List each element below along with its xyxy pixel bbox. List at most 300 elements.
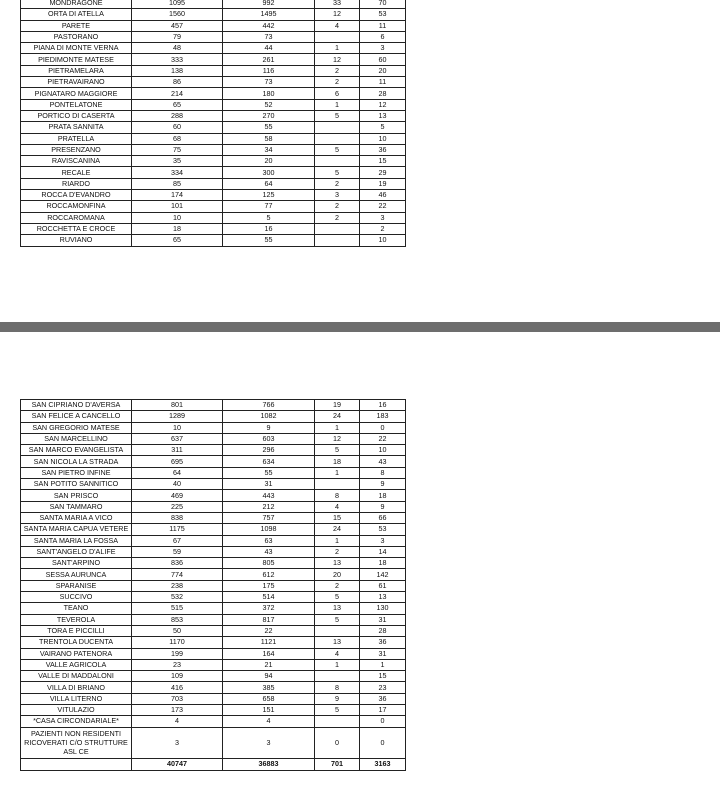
table-cell: 77 xyxy=(223,201,315,212)
table-cell: PRATA SANNITA xyxy=(21,122,132,133)
table-cell: 36 xyxy=(360,693,406,704)
table-cell: 5 xyxy=(315,110,360,121)
table-cell: 64 xyxy=(223,178,315,189)
table-cell: 36883 xyxy=(223,758,315,770)
table-2-footer xyxy=(21,727,406,770)
table-cell: 1082 xyxy=(223,411,315,422)
table-row xyxy=(21,201,406,212)
table-cell: 836 xyxy=(132,558,223,569)
table-cell: 59 xyxy=(132,546,223,557)
document-page-2 xyxy=(0,332,720,800)
table-cell: 44 xyxy=(223,43,315,54)
table-cell: 1 xyxy=(315,535,360,546)
table-row xyxy=(21,558,406,569)
table-cell: 13 xyxy=(360,592,406,603)
table-cell: PIANA DI MONTE VERNA xyxy=(21,43,132,54)
table-cell: TRENTOLA DUCENTA xyxy=(21,637,132,648)
table-row xyxy=(21,671,406,682)
table-cell: 296 xyxy=(223,445,315,456)
table-cell xyxy=(315,223,360,234)
totals-row xyxy=(21,758,406,770)
table-cell: 183 xyxy=(360,411,406,422)
table-cell: 138 xyxy=(132,65,223,76)
table-row xyxy=(21,705,406,716)
table-cell: 94 xyxy=(223,671,315,682)
table-cell: 36 xyxy=(360,144,406,155)
table-cell: 175 xyxy=(223,580,315,591)
table-row xyxy=(21,400,406,411)
table-cell: 60 xyxy=(132,122,223,133)
table-cell: 3163 xyxy=(360,758,406,770)
table-cell: 109 xyxy=(132,671,223,682)
table-cell: 311 xyxy=(132,445,223,456)
table-cell: ROCCA D'EVANDRO xyxy=(21,190,132,201)
table-row xyxy=(21,167,406,178)
table-row xyxy=(21,9,406,20)
table-cell: 442 xyxy=(223,20,315,31)
table-cell xyxy=(315,479,360,490)
table-cell: 70 xyxy=(360,0,406,9)
table-cell: 443 xyxy=(223,490,315,501)
table-cell: 212 xyxy=(223,501,315,512)
table-cell: 174 xyxy=(132,190,223,201)
table-cell: 31 xyxy=(360,648,406,659)
table-cell: 757 xyxy=(223,512,315,523)
table-cell: 514 xyxy=(223,592,315,603)
table-cell: 10 xyxy=(132,422,223,433)
table-row xyxy=(21,110,406,121)
table-row xyxy=(21,535,406,546)
table-cell xyxy=(315,133,360,144)
table-cell: PAZIENTI NON RESIDENTI RICOVERATI C/O STRUTTURE ASL CE xyxy=(21,727,132,758)
table-row xyxy=(21,716,406,727)
table-row xyxy=(21,490,406,501)
table-cell: 300 xyxy=(223,167,315,178)
table-row xyxy=(21,190,406,201)
table-cell: 24 xyxy=(315,524,360,535)
table-cell: SAN PIETRO INFINE xyxy=(21,467,132,478)
table-cell: 67 xyxy=(132,535,223,546)
table-cell: 372 xyxy=(223,603,315,614)
table-cell: 1 xyxy=(315,99,360,110)
table-cell: 11 xyxy=(360,20,406,31)
table-cell: 43 xyxy=(360,456,406,467)
table-row xyxy=(21,178,406,189)
table-cell: 817 xyxy=(223,614,315,625)
table-cell: 28 xyxy=(360,625,406,636)
table-cell: VILLA DI BRIANO xyxy=(21,682,132,693)
table-cell: 10 xyxy=(132,212,223,223)
table-cell: PIGNATARO MAGGIORE xyxy=(21,88,132,99)
table-cell: 0 xyxy=(315,727,360,758)
table-row xyxy=(21,0,406,9)
table-cell: 1095 xyxy=(132,0,223,9)
table-cell: PRATELLA xyxy=(21,133,132,144)
table-cell: 12 xyxy=(315,9,360,20)
table-cell: 18 xyxy=(315,456,360,467)
table-row xyxy=(21,433,406,444)
table-cell: 334 xyxy=(132,167,223,178)
table-cell: 3 xyxy=(360,535,406,546)
table-cell: 15 xyxy=(360,156,406,167)
document-page-1 xyxy=(0,0,720,322)
table-cell: 50 xyxy=(132,625,223,636)
table-cell: 23 xyxy=(132,659,223,670)
table-cell: 40 xyxy=(132,479,223,490)
table-cell: 199 xyxy=(132,648,223,659)
table-cell: SAN POTITO SANNITICO xyxy=(21,479,132,490)
table-cell: 13 xyxy=(360,110,406,121)
table-cell: SANTA MARIA CAPUA VETERE xyxy=(21,524,132,535)
table-cell: 22 xyxy=(360,433,406,444)
table-cell: 2 xyxy=(315,201,360,212)
table-cell: 151 xyxy=(223,705,315,716)
table-cell: 4 xyxy=(315,20,360,31)
table-row xyxy=(21,223,406,234)
table-row xyxy=(21,88,406,99)
table-cell: PIETRAMELARA xyxy=(21,65,132,76)
table-cell: 130 xyxy=(360,603,406,614)
table-cell: TEANO xyxy=(21,603,132,614)
table-cell: 53 xyxy=(360,9,406,20)
table-row xyxy=(21,20,406,31)
table-cell: 55 xyxy=(223,467,315,478)
table-cell: SAN TAMMARO xyxy=(21,501,132,512)
table-row xyxy=(21,43,406,54)
table-row xyxy=(21,479,406,490)
table-cell: SANTA MARIA A VICO xyxy=(21,512,132,523)
table-row xyxy=(21,467,406,478)
table-cell: 36 xyxy=(360,637,406,648)
table-cell: 3 xyxy=(132,727,223,758)
table-row xyxy=(21,133,406,144)
table-cell: 5 xyxy=(315,705,360,716)
table-cell: 1 xyxy=(315,422,360,433)
table-cell: 2 xyxy=(315,65,360,76)
table-cell: 21 xyxy=(223,659,315,670)
table-cell: 4 xyxy=(315,501,360,512)
table-cell: ROCCAROMANA xyxy=(21,212,132,223)
table-cell: 695 xyxy=(132,456,223,467)
table-cell: 28 xyxy=(360,88,406,99)
table-row xyxy=(21,637,406,648)
table-cell: 73 xyxy=(223,77,315,88)
table-cell: PORTICO DI CASERTA xyxy=(21,110,132,121)
table-cell: 1 xyxy=(315,467,360,478)
table-cell: SANTA MARIA LA FOSSA xyxy=(21,535,132,546)
table-row xyxy=(21,592,406,603)
table-cell xyxy=(21,758,132,770)
table-cell: 261 xyxy=(223,54,315,65)
table-cell: ROCCHETTA E CROCE xyxy=(21,223,132,234)
table-cell: RIARDO xyxy=(21,178,132,189)
table-row xyxy=(21,648,406,659)
table-cell: VALLE AGRICOLA xyxy=(21,659,132,670)
table-cell: 11 xyxy=(360,77,406,88)
table-cell: VALLE DI MADDALONI xyxy=(21,671,132,682)
table-cell: 20 xyxy=(360,65,406,76)
table-cell: 22 xyxy=(223,625,315,636)
table-cell: 63 xyxy=(223,535,315,546)
table-cell: 173 xyxy=(132,705,223,716)
table-cell: 515 xyxy=(132,603,223,614)
table-cell: 1121 xyxy=(223,637,315,648)
table-cell: SUCCIVO xyxy=(21,592,132,603)
table-cell: 703 xyxy=(132,693,223,704)
table-cell: 19 xyxy=(315,400,360,411)
table-cell: 805 xyxy=(223,558,315,569)
table-cell: PIEDIMONTE MATESE xyxy=(21,54,132,65)
table-cell: 2 xyxy=(315,212,360,223)
table-cell: 55 xyxy=(223,122,315,133)
table-cell: 15 xyxy=(360,671,406,682)
table-cell: 29 xyxy=(360,167,406,178)
table-cell: 5 xyxy=(315,614,360,625)
table-cell: 1170 xyxy=(132,637,223,648)
table-cell: 3 xyxy=(360,212,406,223)
table-row xyxy=(21,501,406,512)
table-cell: 52 xyxy=(223,99,315,110)
table-cell: 18 xyxy=(360,558,406,569)
table-row xyxy=(21,99,406,110)
table-cell: 270 xyxy=(223,110,315,121)
table-cell: 6 xyxy=(315,88,360,99)
table-cell: VITULAZIO xyxy=(21,705,132,716)
table-cell: 10 xyxy=(360,445,406,456)
table-row xyxy=(21,212,406,223)
table-cell: 68 xyxy=(132,133,223,144)
table-cell: 65 xyxy=(132,99,223,110)
table-cell: 992 xyxy=(223,0,315,9)
table-cell: 60 xyxy=(360,54,406,65)
page-separator xyxy=(0,322,720,332)
table-cell: 612 xyxy=(223,569,315,580)
table-row xyxy=(21,54,406,65)
table-cell: 214 xyxy=(132,88,223,99)
table-row xyxy=(21,235,406,246)
table-row xyxy=(21,659,406,670)
table-row xyxy=(21,682,406,693)
table-cell: SAN MARCELLINO xyxy=(21,433,132,444)
table-cell: 101 xyxy=(132,201,223,212)
table-cell xyxy=(315,235,360,246)
municipality-data-table-2 xyxy=(20,399,406,771)
table-cell: 5 xyxy=(315,592,360,603)
table-cell: 766 xyxy=(223,400,315,411)
table-cell: 75 xyxy=(132,144,223,155)
table-cell: 9 xyxy=(223,422,315,433)
table-cell: 46 xyxy=(360,190,406,201)
table-cell: 17 xyxy=(360,705,406,716)
table-cell: 13 xyxy=(315,603,360,614)
table-cell xyxy=(315,625,360,636)
table-cell: 9 xyxy=(360,479,406,490)
table-cell: 1098 xyxy=(223,524,315,535)
table-cell: 10 xyxy=(360,133,406,144)
table-row xyxy=(21,77,406,88)
table-row xyxy=(21,693,406,704)
table-cell: MONDRAGONE xyxy=(21,0,132,9)
table-cell: 8 xyxy=(360,467,406,478)
table-row xyxy=(21,569,406,580)
table-cell: SAN NICOLA LA STRADA xyxy=(21,456,132,467)
table-cell: 23 xyxy=(360,682,406,693)
table-cell: 1175 xyxy=(132,524,223,535)
table-cell: 4 xyxy=(132,716,223,727)
table-cell: 14 xyxy=(360,546,406,557)
table-cell: 31 xyxy=(223,479,315,490)
table-cell: 853 xyxy=(132,614,223,625)
table-cell: 2 xyxy=(315,546,360,557)
table-cell: 58 xyxy=(223,133,315,144)
table-cell: 603 xyxy=(223,433,315,444)
table-cell: PARETE xyxy=(21,20,132,31)
table-cell: 4 xyxy=(223,716,315,727)
table-cell: PONTELATONE xyxy=(21,99,132,110)
table-cell: 64 xyxy=(132,467,223,478)
table-cell: 1560 xyxy=(132,9,223,20)
table-cell: 1495 xyxy=(223,9,315,20)
table-row xyxy=(21,144,406,155)
table-cell: 22 xyxy=(360,201,406,212)
table-cell: SAN MARCO EVANGELISTA xyxy=(21,445,132,456)
table-row xyxy=(21,411,406,422)
table-cell: 634 xyxy=(223,456,315,467)
table-cell: 16 xyxy=(223,223,315,234)
table-cell: 3 xyxy=(315,190,360,201)
table-row xyxy=(21,580,406,591)
table-cell: 16 xyxy=(360,400,406,411)
table-cell xyxy=(315,156,360,167)
table-cell: 333 xyxy=(132,54,223,65)
table-cell xyxy=(315,716,360,727)
table-cell: 6 xyxy=(360,31,406,42)
table-row xyxy=(21,614,406,625)
table-cell: 65 xyxy=(132,235,223,246)
table-1-body xyxy=(21,0,406,246)
table-cell: 238 xyxy=(132,580,223,591)
table-cell: PIETRAVAIRANO xyxy=(21,77,132,88)
table-cell: 701 xyxy=(315,758,360,770)
table-cell: SESSA AURUNCA xyxy=(21,569,132,580)
table-cell: 12 xyxy=(360,99,406,110)
table-cell: 15 xyxy=(315,512,360,523)
table-cell: 116 xyxy=(223,65,315,76)
table-cell: 12 xyxy=(315,433,360,444)
table-cell: 55 xyxy=(223,235,315,246)
table-cell: 532 xyxy=(132,592,223,603)
table-cell: PRESENZANO xyxy=(21,144,132,155)
table-cell: 13 xyxy=(315,637,360,648)
table-cell: SAN GREGORIO MATESE xyxy=(21,422,132,433)
table-row xyxy=(21,456,406,467)
table-cell: 4 xyxy=(315,648,360,659)
table-cell: 5 xyxy=(315,445,360,456)
table-row xyxy=(21,422,406,433)
table-cell: SAN CIPRIANO D'AVERSA xyxy=(21,400,132,411)
table-row xyxy=(21,65,406,76)
table-cell: 61 xyxy=(360,580,406,591)
table-cell: 9 xyxy=(315,693,360,704)
table-cell: 18 xyxy=(132,223,223,234)
table-cell: 1 xyxy=(315,659,360,670)
table-cell: 85 xyxy=(132,178,223,189)
table-cell: SPARANISE xyxy=(21,580,132,591)
table-cell: 2 xyxy=(315,178,360,189)
table-cell: TEVEROLA xyxy=(21,614,132,625)
table-cell: *CASA CIRCONDARIALE* xyxy=(21,716,132,727)
table-cell: 18 xyxy=(360,490,406,501)
table-row xyxy=(21,445,406,456)
table-cell: 34 xyxy=(223,144,315,155)
table-cell: 43 xyxy=(223,546,315,557)
table-cell: PASTORANO xyxy=(21,31,132,42)
table-cell: 2 xyxy=(315,77,360,88)
table-cell: 416 xyxy=(132,682,223,693)
table-cell xyxy=(315,31,360,42)
table-cell: ORTA DI ATELLA xyxy=(21,9,132,20)
table-cell: SANT'ARPINO xyxy=(21,558,132,569)
table-cell: 0 xyxy=(360,422,406,433)
table-2-body xyxy=(21,400,406,728)
table-cell: 5 xyxy=(360,122,406,133)
table-cell: 1 xyxy=(315,43,360,54)
table-cell: 9 xyxy=(360,501,406,512)
table-cell: 13 xyxy=(315,558,360,569)
table-cell: 637 xyxy=(132,433,223,444)
table-cell: 225 xyxy=(132,501,223,512)
table-cell: 66 xyxy=(360,512,406,523)
table-cell: 658 xyxy=(223,693,315,704)
table-cell: 774 xyxy=(132,569,223,580)
table-cell xyxy=(315,671,360,682)
table-cell: VILLA LITERNO xyxy=(21,693,132,704)
table-row xyxy=(21,625,406,636)
table-cell: 40747 xyxy=(132,758,223,770)
table-cell: 1 xyxy=(360,659,406,670)
table-cell: 164 xyxy=(223,648,315,659)
table-cell: 35 xyxy=(132,156,223,167)
table-cell: 0 xyxy=(360,727,406,758)
table-row xyxy=(21,31,406,42)
table-cell: 12 xyxy=(315,54,360,65)
table-cell: RECALE xyxy=(21,167,132,178)
table-cell: 73 xyxy=(223,31,315,42)
table-cell: 801 xyxy=(132,400,223,411)
municipality-data-table-1 xyxy=(20,0,406,247)
table-row xyxy=(21,156,406,167)
table-cell: 20 xyxy=(315,569,360,580)
table-cell: 24 xyxy=(315,411,360,422)
table-cell: 3 xyxy=(223,727,315,758)
table-cell: 0 xyxy=(360,716,406,727)
table-row xyxy=(21,512,406,523)
table-cell: 5 xyxy=(315,167,360,178)
table-cell: TORA E PICCILLI xyxy=(21,625,132,636)
table-cell: 5 xyxy=(315,144,360,155)
table-cell: 33 xyxy=(315,0,360,9)
table-cell: 79 xyxy=(132,31,223,42)
table-cell: SAN PRISCO xyxy=(21,490,132,501)
table-cell: 469 xyxy=(132,490,223,501)
table-cell: 19 xyxy=(360,178,406,189)
table-cell: 838 xyxy=(132,512,223,523)
table-row xyxy=(21,524,406,535)
table-cell: RUVIANO xyxy=(21,235,132,246)
table-cell: ROCCAMONFINA xyxy=(21,201,132,212)
table-cell: 31 xyxy=(360,614,406,625)
table-cell: 86 xyxy=(132,77,223,88)
